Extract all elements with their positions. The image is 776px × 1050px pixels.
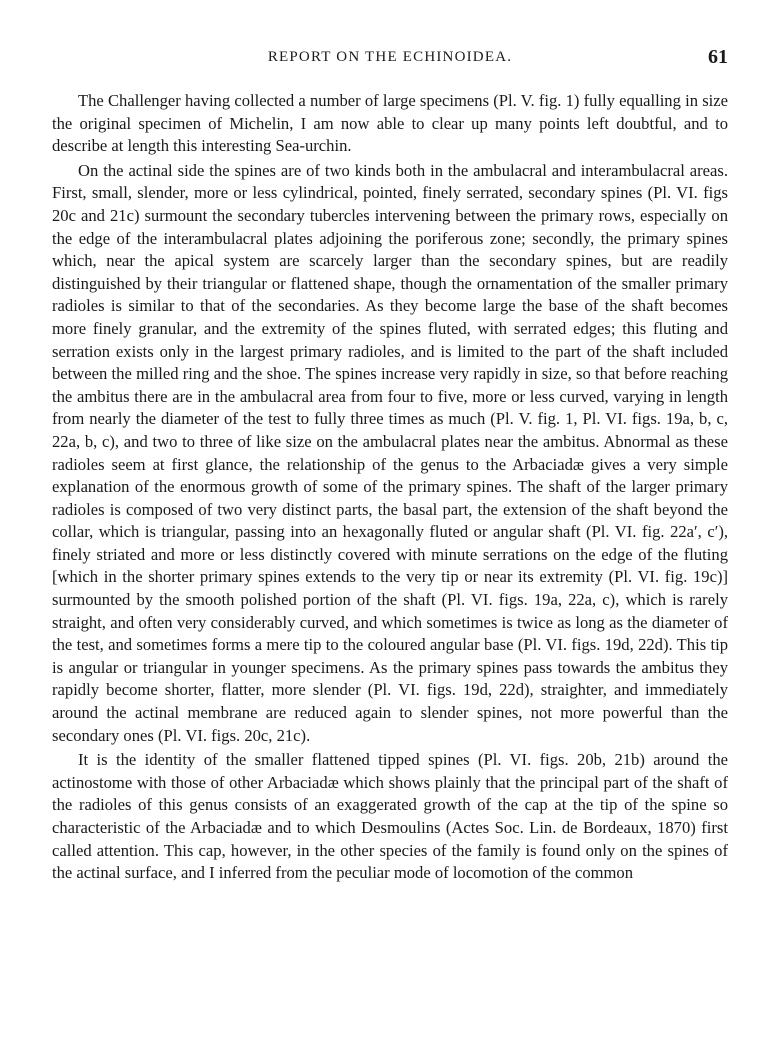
paragraph-3: It is the identity of the smaller flattened tipped spines (Pl. VI. figs. 20b, 21b) around the actinostome with those of other Arbaciadæ which shows plainly that the principal part of the shaft of the radioles of this genus consists of an exaggerated growth of the cap at the tip of the spine so characteristic of the Arbaciadæ and to which Desmoulins (Actes Soc. Lin. de Bordeaux, 1870) first called attention. This cap, however, in the other species of the family is found only on the spines of the actinal surface, and I inferred from the peculiar mode of locomotion of the common — [52, 750, 728, 883]
running-head — [52, 46, 728, 68]
paragraph-2: On the actinal side the spines are of two kinds both in the ambulacral and interambulacral areas. First, small, slender, more or less cylindrical, pointed, finely serrated, secondary spines (Pl. VI. figs 20c and 21c) surmount the secondary tubercles intervening between the primary rows, especially on the edge of the interambulacral plates adjoining the poriferous zone; secondly, the primary spines which, near the apical system are scarcely larger than the secondary spines, but are readily distinguished by their triangular or flattened shape, though the ornamentation of the smaller primary radioles is similar to that of the secondaries. As they become large the base of the shaft becomes more finely granular, and the extremity of the spines fluted, with serrated edges; this fluting and serration exists only in the largest primary radioles, and is limited to the part of the shaft included between the milled ring and the shoe. The spines increase very rapidly in size, so that before reaching the ambitus there are in the ambulacral area from four to five, more or less curved, varying in length from nearly the diameter of the test to fully three times as much (Pl. V. fig. 1, Pl. VI. figs. 19a, b, c, 22a, b, c), and two to three of like size on the ambulacral plates near the ambitus. Abnormal as these radioles seem at first glance, the relationship of the genus to the Arbaciadæ gives a very simple explanation of the enormous growth of some of the primary spines. The shaft of the larger primary radioles is composed of two very distinct parts, the basal part, the extension of the shaft beyond the collar, which is triangular, passing into an hexagonally fluted or angular shaft (Pl. VI. fig. 22a′, c′), finely striated and more or less distinctly covered with minute serrations on the edge of the fluting [which in the shorter primary spines extends to the very tip or near its extremity (Pl. VI. fig. 19c)] surmounted by the smooth polished portion of the shaft (Pl. VI. figs. 19a, 22a, c), which is rarely straight, and often very considerably curved, and which sometimes is twice as long as the diameter of the test, and sometimes forms a mere tip to the coloured angular base (Pl. VI. figs. 19d, 22d). This tip is angular or triangular in younger specimens. As the primary spines pass towards the ambitus they rapidly become shorter, flatter, more slender (Pl. VI. figs. 19d, 22d), straighter, and immediately around the actinal membrane are reduced again to slender spines, not more powerful than the secondary ones (Pl. VI. figs. 20c, 21c). — [52, 160, 728, 745]
running-title: REPORT ON THE ECHINOIDEA. — [267, 49, 513, 65]
page-number: 61 — [708, 46, 728, 68]
paragraph-1: The Challenger having collected a number of large specimens (Pl. V. fig. 1) fully equalling in size the original specimen of Michelin, I am now able to clear up many points left doubtful, and to describe at length this interesting Sea-urchin. — [52, 91, 728, 156]
body-text — [52, 90, 728, 885]
